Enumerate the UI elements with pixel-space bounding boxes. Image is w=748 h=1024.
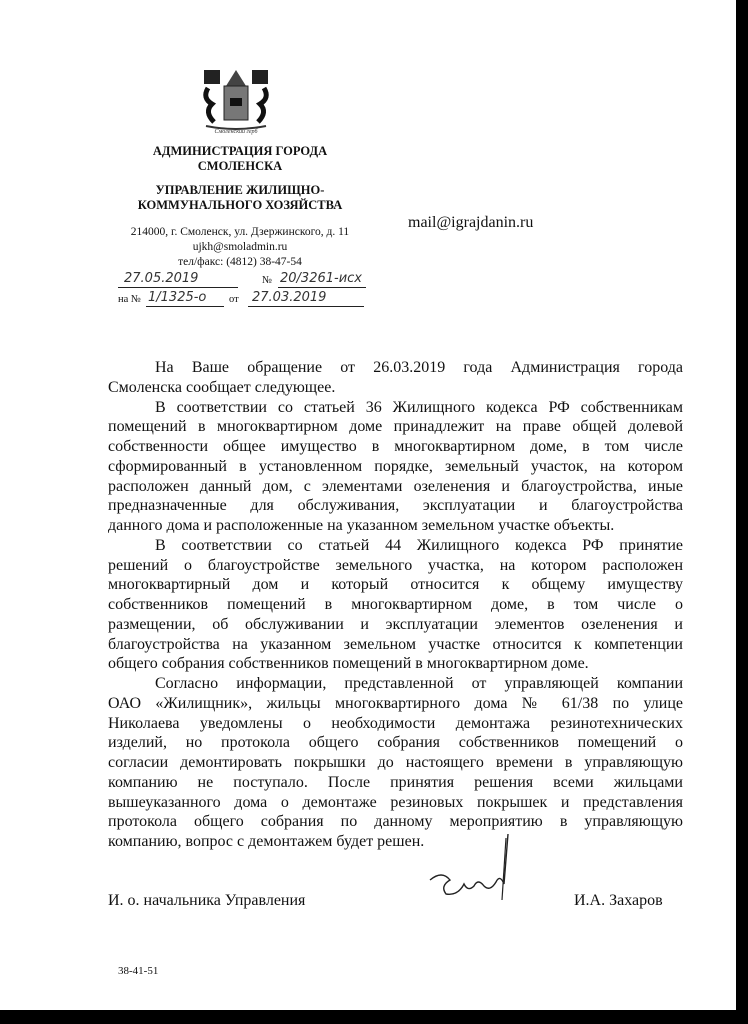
ref-number: 1/1325-о <box>148 290 207 305</box>
text-line: ОАО «Жилищник», жильцы многоквартирного дома № 61/38 по улице <box>108 694 683 712</box>
paragraph <box>108 674 683 852</box>
text-line: расположен данный дом, с элементами озеленения и благоустройства, иные <box>108 477 683 495</box>
crest-lettering: Смоленский герб <box>214 129 258 135</box>
text-line: вышеуказанного дома о демонтаже резиновых покрышек и представления <box>108 793 683 811</box>
text-line: На Ваше обращение от 26.03.2019 года Администрация города <box>155 359 683 376</box>
text-line: данного дома и расположенные на указанном земельном участке объекты. <box>108 517 615 534</box>
text-line: решений о благоустройстве земельного участка, на котором расположен <box>108 556 683 574</box>
text-line: согласии демонтировать покрышки до настоящего времени в управляющую <box>108 754 683 771</box>
text-line: В соответствии со статьей 44 Жилищного кодекса РФ принятие <box>155 536 683 554</box>
org-name <box>110 144 370 174</box>
handwritten-signature <box>420 830 530 910</box>
org-phone: тел/факс: (4812) 38-47-54 <box>178 256 302 268</box>
signatory-name: И.А. Захаров <box>574 892 663 909</box>
letter-body <box>108 358 683 852</box>
department-name-line: УПРАВЛЕНИЕ ЖИЛИЩНО- <box>155 183 325 197</box>
from-label: от <box>229 294 239 305</box>
org-email: ujkh@smoladmin.ru <box>192 241 288 253</box>
text-line: многоквартирный дом и который относится к общему имуществу <box>108 576 683 594</box>
org-name-line: СМОЛЕНСКА <box>197 159 283 173</box>
ref-underline <box>146 306 224 307</box>
address: 214000, г. Смоленск, ул. Дзержинского, д. 11 <box>130 226 350 238</box>
executor-phone: 38-41-51 <box>118 965 159 977</box>
text-line: размещении, об обслуживании и эксплуатации элементов озеленения и <box>108 615 683 633</box>
contact-block <box>110 225 370 270</box>
org-name-line: АДМИНИСТРАЦИЯ ГОРОДА <box>152 144 328 158</box>
text-line: протокола общего собрания по данному мероприятию в управляющую <box>108 813 683 831</box>
text-line: предназначенные для обслуживания, эксплуатации и благоустройства <box>108 497 683 515</box>
number-underline <box>278 287 366 288</box>
text-line: собственности общее имущество в многоквартирном доме, в том числе <box>108 438 683 455</box>
text-line: Смоленска сообщает следующее. <box>108 378 336 396</box>
date-underline <box>118 287 238 288</box>
paragraph <box>108 536 683 674</box>
paragraph <box>108 358 683 398</box>
ref-label: на № <box>118 294 141 305</box>
text-line: компанию не поступало. После принятия решения всеми жильцами <box>108 773 683 791</box>
text-line: собственников помещений в многоквартирном доме, в том числе о <box>108 596 683 613</box>
outgoing-date: 27.05.2019 <box>124 271 199 286</box>
text-line: помещений в многоквартирном доме принадлежит на праве общей долевой <box>108 418 683 436</box>
paragraph <box>108 398 683 536</box>
signatory-position: И. о. начальника Управления <box>108 892 306 909</box>
text-line: сформированный в установленном порядке, земельный участок, на котором <box>108 457 683 475</box>
ref-date: 27.03.2019 <box>252 290 327 305</box>
department-name-line: КОММУНАЛЬНОГО ХОЗЯЙСТВА <box>137 198 343 212</box>
coat-of-arms-icon <box>200 68 272 130</box>
text-line: В соответствии со статьей 36 Жилищного кодекса РФ собственникам <box>155 398 683 416</box>
department-name <box>110 183 370 213</box>
text-line: Согласно информации, представленной от управляющей компании <box>155 675 683 692</box>
text-line: компанию, вопрос с демонтажем будет решен. <box>108 833 425 850</box>
recipient-email: mail@igrajdanin.ru <box>408 214 534 231</box>
ref-date-underline <box>248 306 364 307</box>
text-line: изделий, но протокола общего собрания собственников помещений о <box>108 734 683 752</box>
text-line: общего собрания собственников помещений в многоквартирном доме. <box>108 655 589 673</box>
text-line: Николаева уведомлены о необходимости демонтажа резинотехнических <box>108 714 683 732</box>
number-label: № <box>262 275 273 286</box>
text-line: благоустройства на указанном земельном участке относится к компетенции <box>108 635 683 653</box>
outgoing-number: 20/3261-исх <box>280 271 362 286</box>
